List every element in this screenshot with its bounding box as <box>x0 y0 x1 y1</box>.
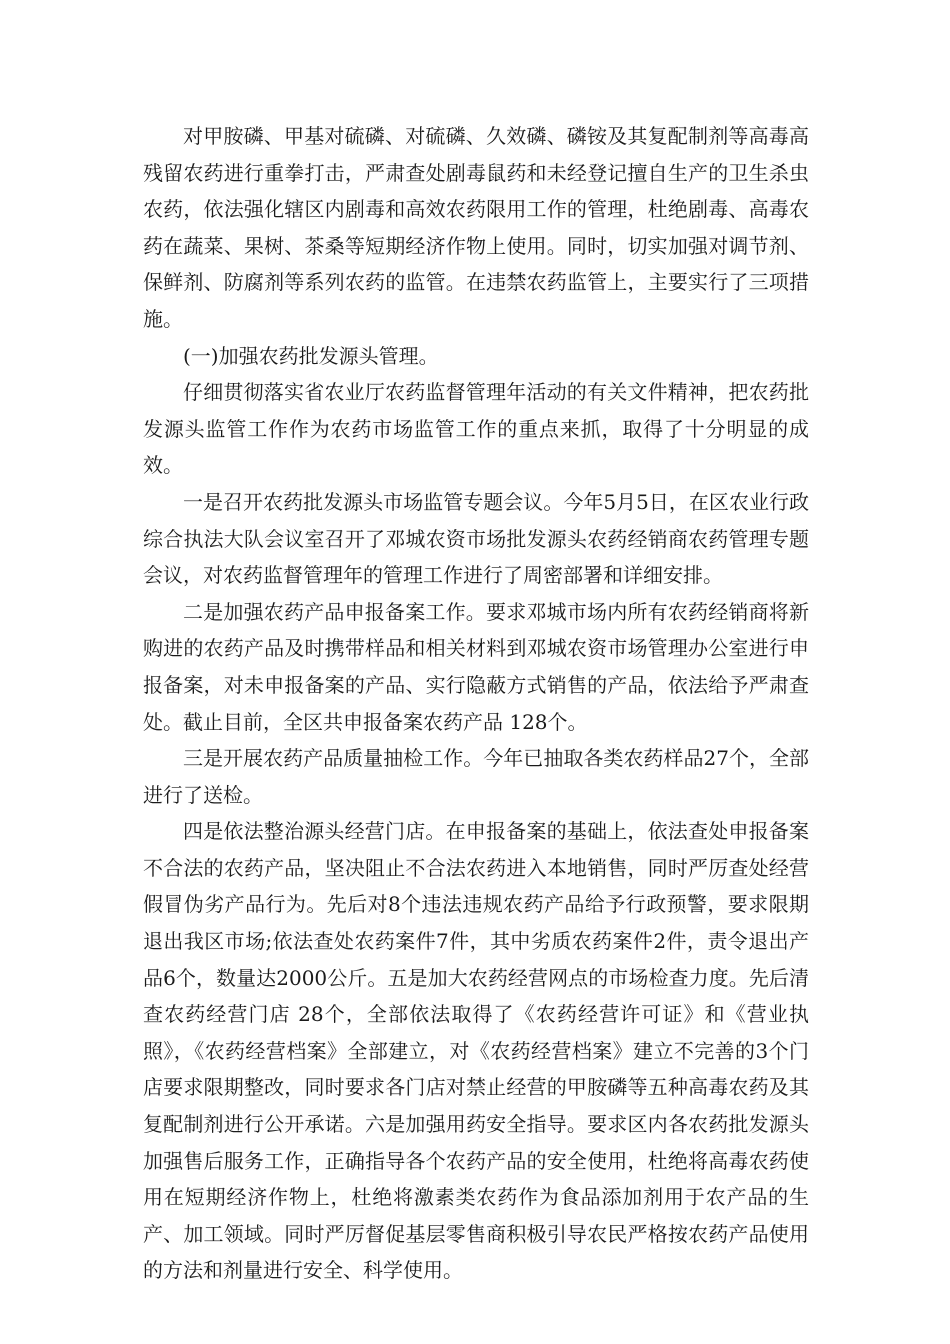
paragraph-4: 一是召开农药批发源头市场监管专题会议。今年5月5日，在区农业行政综合执法大队会议室召开了邓城农资市场批发源头农药经销商农药管理专题会议，对农药监督管理年的管理工作进行了周密部署和详细安排。 <box>143 489 809 588</box>
paragraph-7: 四是依法整治源头经营门店。在申报备案的基础上，依法查处申报备案不合法的农药产品，坚决阻止不合法农药进入本地销售，同时严厉查处经营假冒伪劣产品行为。先后对8个违法违规农药产品给予行政预警，要求限期退出我区市场;依法查处农药案件7件，其中劣质农药案件2件，责令退出产品6个，数量达2000公斤。五是加大农药经营网点的市场检查力度。先后清查农药经营门店 28个，全部依法取得了《农药经营许可证》和《营业执照》，《农药经营档案》全部建立，对《农药经营档案》建立不完善的3个门店要求限期整改，同时要求各门店对禁止经营的甲胺磷等五种高毒农药及其复配制剂进行公开承诺。六是加强用药安全指导。要求区内各农药批发源头加强售后服务工作，正确指导各个农药产品的安全使用，杜绝将高毒农药使用在短期经济作物上，杜绝将激素类农药作为食品添加剂用于农产品的生产、加工领域。同时严厉督促基层零售商积极引导农民严格按农药产品使用的方法和剂量进行安全、科学使用。 <box>143 819 809 1283</box>
paragraph-2-heading: (一)加强农药批发源头管理。 <box>183 343 439 368</box>
paragraph-3: 仔细贯彻落实省农业厅农药监督管理年活动的有关文件精神，把农药批发源头监管工作作为农药市场监管工作的重点来抓，取得了十分明显的成效。 <box>143 380 809 478</box>
paragraph-5: 二是加强农药产品申报备案工作。要求邓城市场内所有农药经销商将新购进的农药产品及时携带样品和相关材料到邓城农资市场管理办公室进行申报备案，对未申报备案的产品、实行隐蔽方式销售的产品，依法给予严肃查处。截止目前，全区共申报备案农药产品 128个。 <box>143 599 809 734</box>
paragraph-6: 三是开展农药产品质量抽检工作。今年已抽取各类农药样品27个，全部进行了送检。 <box>143 746 809 807</box>
paragraph-1: 对甲胺磷、甲基对硫磷、对硫磷、久效磷、磷铵及其复配制剂等高毒高残留农药进行重拳打击，严肃查处剧毒鼠药和未经登记擅自生产的卫生杀虫农药，依法强化辖区内剧毒和高效农药限用工作的管理，杜绝剧毒、高毒农药在蔬菜、果树、茶桑等短期经济作物上使用。同时，切实加强对调节剂、保鲜剂、防腐剂等系列农药的监管。在违禁农药监管上，主要实行了三项措施。 <box>143 124 809 331</box>
document-body <box>143 118 809 1289</box>
